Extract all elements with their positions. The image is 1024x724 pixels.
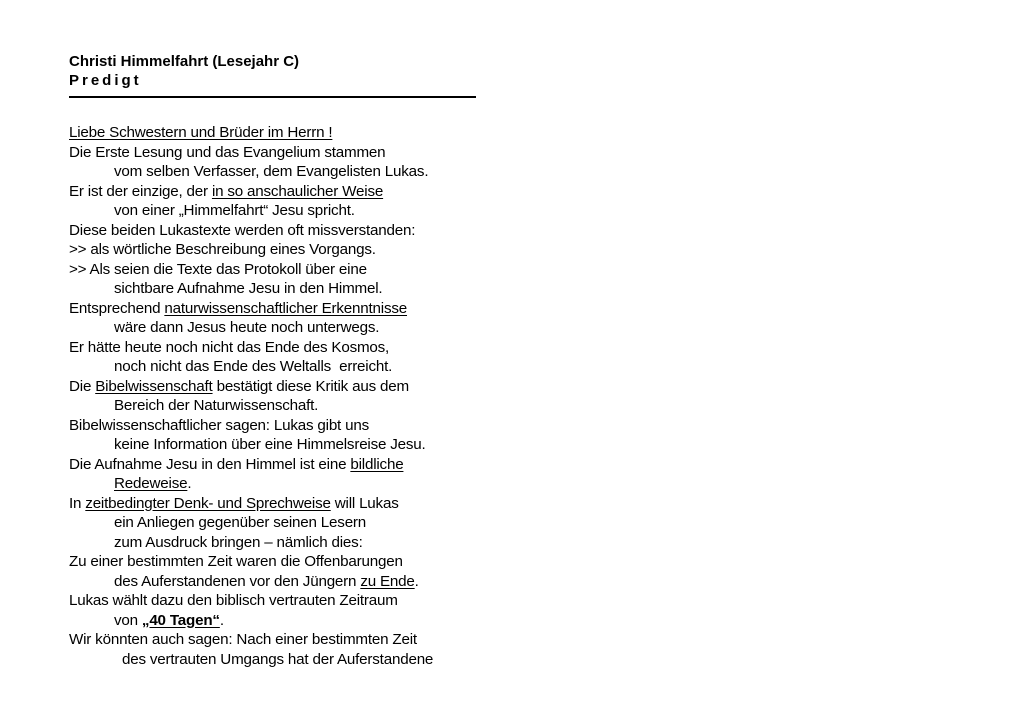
text-line bbox=[69, 123, 509, 143]
text-segment: keine Information über eine Himmelsreise Jesu. bbox=[114, 436, 426, 453]
text-segment: . bbox=[414, 572, 419, 590]
underlined-phrase: „40 Tagen“ bbox=[141, 611, 220, 629]
text-line bbox=[69, 260, 509, 280]
text-line bbox=[69, 318, 509, 338]
text-segment: sichtbare Aufnahme Jesu in den Himmel. bbox=[114, 280, 383, 297]
text-line bbox=[69, 474, 509, 494]
text-line bbox=[69, 611, 509, 631]
text-segment: >> Als seien die Texte das Protokoll über eine bbox=[69, 260, 367, 278]
underlined-phrase: in so anschaulicher Weise bbox=[211, 182, 384, 200]
text-segment: Bereich der Naturwissenschaft. bbox=[114, 397, 319, 414]
text-segment: Lukas wählt dazu den biblisch vertrauten Zeitraum bbox=[69, 592, 398, 609]
text-segment: Wir könnten auch sagen: Nach einer bestimmten Zeit bbox=[69, 631, 417, 648]
text-segment: Bibelwissenschaftlicher sagen: Lukas gibt uns bbox=[69, 416, 369, 434]
text-line bbox=[69, 591, 509, 611]
text-line bbox=[69, 240, 509, 260]
text-line bbox=[69, 182, 509, 202]
text-segment: Zu einer bestimmten Zeit waren die Offenbarungen bbox=[69, 553, 403, 570]
text-line bbox=[69, 572, 509, 592]
text-segment: des Auferstandenen vor den Jüngern bbox=[114, 572, 361, 590]
underlined-phrase: zu Ende bbox=[360, 572, 415, 590]
text-segment: wäre dann Jesus heute noch unterwegs. bbox=[114, 319, 380, 336]
text-segment: des vertrauten Umgangs hat der Auferstandene bbox=[122, 650, 434, 668]
text-segment: ein Anliegen gegenüber seinen Lesern bbox=[114, 514, 367, 531]
text-line bbox=[69, 513, 509, 533]
underlined-phrase: bildliche bbox=[350, 455, 404, 473]
text-line bbox=[69, 630, 509, 650]
text-line bbox=[69, 494, 509, 514]
text-segment: Die bbox=[69, 377, 96, 395]
text-line bbox=[69, 162, 509, 182]
text-line bbox=[69, 279, 509, 299]
text-line bbox=[69, 221, 509, 241]
text-line bbox=[69, 396, 509, 416]
text-segment: Er hätte heute noch nicht das Ende des Kosmos, bbox=[69, 338, 390, 356]
underlined-phrase: Bibelwissenschaft bbox=[95, 377, 213, 395]
text-line bbox=[69, 201, 509, 221]
underlined-phrase: Redeweise bbox=[114, 475, 188, 492]
document-page bbox=[69, 52, 509, 669]
title-divider bbox=[69, 96, 476, 98]
text-line bbox=[69, 143, 509, 163]
text-segment: Entsprechend bbox=[69, 299, 165, 317]
text-line bbox=[69, 435, 509, 455]
text-segment: Er ist der einzige, der bbox=[69, 182, 212, 200]
document-subtitle: Predigt bbox=[69, 72, 142, 89]
text-segment: >> als wörtliche Beschreibung eines Vorgangs. bbox=[69, 241, 376, 258]
text-segment: Diese beiden Lukastexte werden oft missverstanden: bbox=[69, 221, 416, 239]
text-segment: bestätigt diese Kritik aus dem bbox=[212, 377, 409, 395]
text-segment: will Lukas bbox=[330, 494, 399, 512]
text-segment: . bbox=[187, 475, 192, 492]
text-line bbox=[69, 338, 509, 358]
sermon-text bbox=[69, 123, 509, 669]
text-segment: vom selben Verfasser, dem Evangelisten Lukas. bbox=[114, 163, 429, 180]
text-line bbox=[69, 377, 509, 397]
document-title: Christi Himmelfahrt (Lesejahr C) bbox=[69, 53, 300, 70]
text-segment: von bbox=[114, 611, 142, 629]
underlined-phrase: naturwissenschaftlicher Erkenntnisse bbox=[164, 299, 408, 317]
text-segment: In bbox=[69, 494, 86, 512]
text-segment: Die Aufnahme Jesu in den Himmel ist eine bbox=[69, 455, 351, 473]
text-segment: zum Ausdruck bringen – nämlich dies: bbox=[114, 533, 363, 551]
text-line bbox=[69, 455, 509, 475]
text-segment: . bbox=[219, 611, 224, 629]
text-line bbox=[69, 650, 509, 670]
text-segment: noch nicht das Ende des Weltalls erreicht. bbox=[114, 358, 393, 375]
text-line bbox=[69, 416, 509, 436]
text-line bbox=[69, 357, 509, 377]
text-line bbox=[69, 533, 509, 553]
text-segment: Die Erste Lesung und das Evangelium stammen bbox=[69, 143, 386, 161]
underlined-phrase: Liebe Schwestern und Brüder im Herrn ! bbox=[69, 124, 333, 141]
underlined-phrase: zeitbedingter Denk- und Sprechweise bbox=[85, 494, 331, 512]
text-line bbox=[69, 299, 509, 319]
text-segment: von einer „Himmelfahrt“ Jesu spricht. bbox=[114, 202, 355, 219]
text-line bbox=[69, 552, 509, 572]
